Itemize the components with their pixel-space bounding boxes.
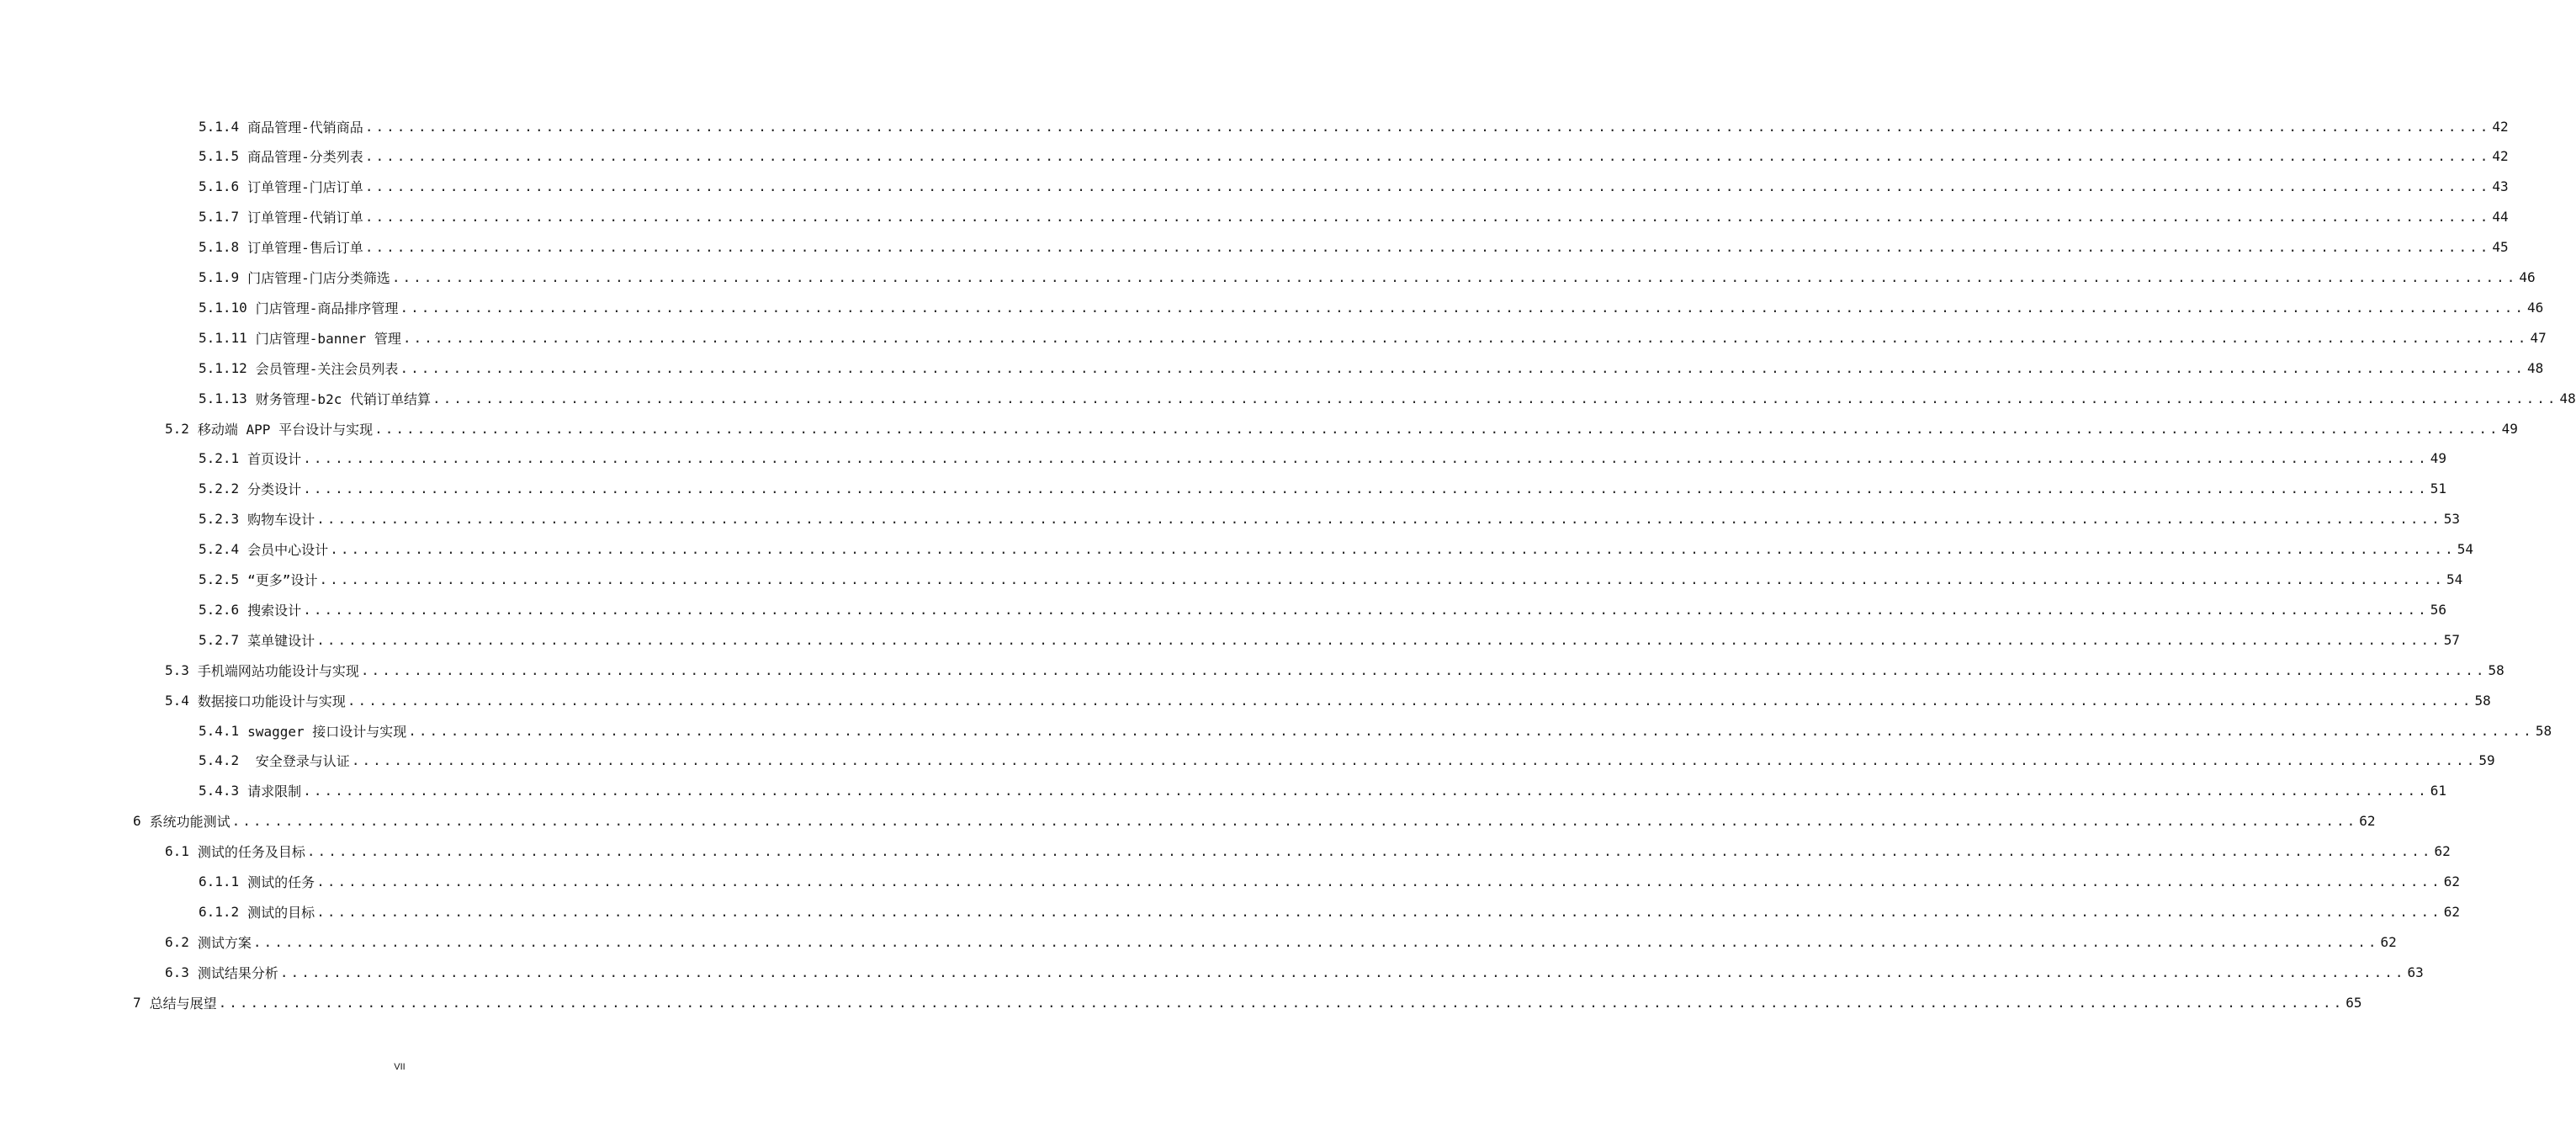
- toc-entry-number: 5.1.11: [199, 329, 247, 346]
- toc-entry-title: 测试的任务及目标: [197, 844, 305, 861]
- toc-entry-number: 5.1.4: [199, 118, 240, 135]
- toc-entry[interactable]: [165, 655, 2504, 685]
- toc-entry-page: 42: [2492, 148, 2509, 165]
- toc-leader-dots: ........................................................................................................................................................................................................: [316, 511, 2442, 528]
- toc-entry-page: 46: [2519, 269, 2536, 285]
- toc-entry-title: 数据接口功能设计与实现: [197, 693, 346, 709]
- toc-entry-title: 系统功能测试: [149, 814, 231, 831]
- toc-leader-dots: ........................................................................................................................................................................................................: [252, 933, 2379, 950]
- toc-entry-page: 62: [2434, 843, 2451, 860]
- toc-leader-dots: ........................................................................................................................................................................................................: [303, 450, 2429, 467]
- toc-leader-dots: ........................................................................................................................................................................................................: [364, 239, 2491, 256]
- toc-entry[interactable]: [199, 111, 2509, 141]
- toc-entry-page: 45: [2492, 239, 2509, 256]
- toc-entry[interactable]: [165, 413, 2518, 443]
- toc-leader-dots: ........................................................................................................................................................................................................: [231, 813, 2358, 830]
- toc-entry-page: 62: [2380, 933, 2397, 950]
- toc-entry-title: 商品管理-分类列表: [247, 149, 363, 166]
- toc-entry-number: 5.2: [165, 420, 189, 437]
- toc-entry-title: 首页设计: [247, 451, 302, 468]
- toc-entry-page: 43: [2492, 178, 2509, 195]
- toc-entry-title: 门店管理-商品排序管理: [255, 300, 399, 316]
- toc-entry-page: 62: [2443, 873, 2461, 889]
- toc-entry-page: 47: [2530, 329, 2547, 346]
- toc-entry[interactable]: [199, 141, 2509, 172]
- toc-entry[interactable]: [199, 353, 2544, 383]
- toc-entry-page: 62: [2359, 813, 2376, 830]
- toc-entry-number: 5.2.7: [199, 631, 240, 648]
- toc-entry-title: 测试方案: [197, 934, 252, 951]
- toc-entry-number: 6.1.2: [199, 903, 240, 920]
- toc-entry-number: 5.2.4: [199, 541, 240, 558]
- toc-entry-title: 门店管理-banner 管理: [255, 330, 401, 347]
- toc-entry[interactable]: [133, 806, 2376, 836]
- toc-entry-number: 6.1: [165, 843, 189, 860]
- toc-leader-dots: ........................................................................................................................................................................................................: [306, 843, 2433, 860]
- toc-leader-dots: ........................................................................................................................................................................................................: [319, 571, 2446, 587]
- toc-entry-number: 6: [133, 813, 141, 830]
- toc-leader-dots: ........................................................................................................................................................................................................: [432, 390, 2558, 406]
- toc-entry[interactable]: [199, 322, 2547, 353]
- toc-leader-dots: ........................................................................................................................................................................................................: [303, 481, 2429, 497]
- toc-entry-page: 62: [2443, 903, 2461, 920]
- toc-entry-page: 48: [2559, 390, 2576, 406]
- toc-leader-dots: ........................................................................................................................................................................................................: [364, 178, 2491, 195]
- toc-leader-dots: ........................................................................................................................................................................................................: [330, 541, 2456, 558]
- toc-leader-dots: ........................................................................................................................................................................................................: [303, 601, 2429, 618]
- toc-entry-title: 会员中心设计: [247, 542, 329, 559]
- toc-entry[interactable]: [199, 624, 2461, 655]
- toc-entry[interactable]: [199, 202, 2509, 232]
- toc-entry-page: 46: [2527, 299, 2544, 316]
- toc-entry-title: 门店管理-门店分类筛选: [247, 270, 390, 286]
- toc-leader-dots: ........................................................................................................................................................................................................: [360, 661, 2487, 678]
- toc-entry-number: 5.1.7: [199, 209, 240, 226]
- toc-entry-number: 5.3: [165, 661, 189, 678]
- toc-entry-number: 5.2.3: [199, 511, 240, 528]
- toc-leader-dots: ........................................................................................................................................................................................................: [364, 148, 2491, 165]
- toc-entry[interactable]: [199, 172, 2509, 202]
- toc-entry-number: 5.1.9: [199, 269, 240, 285]
- toc-leader-dots: ........................................................................................................................................................................................................: [402, 329, 2529, 346]
- toc-entry[interactable]: [199, 776, 2447, 806]
- toc-entry-title: 商品管理-代销商品: [247, 119, 363, 135]
- toc-entry-number: 5.4.3: [199, 783, 240, 799]
- toc-entry[interactable]: [199, 565, 2463, 595]
- toc-entry[interactable]: [199, 504, 2461, 534]
- toc-entry-title: 会员管理-关注会员列表: [255, 360, 399, 377]
- toc-entry-page: 57: [2443, 631, 2461, 648]
- toc-leader-dots: ........................................................................................................................................................................................................: [279, 964, 2406, 980]
- toc-entry-page: 44: [2492, 209, 2509, 226]
- toc-entry-number: 5.1.13: [199, 390, 247, 406]
- toc-entry-page: 53: [2443, 511, 2461, 528]
- toc-leader-dots: ........................................................................................................................................................................................................: [303, 783, 2429, 799]
- toc-leader-dots: ........................................................................................................................................................................................................: [364, 209, 2491, 226]
- toc-entry[interactable]: [199, 896, 2461, 927]
- toc-entry-title: 财务管理-b2c 代销订单结算: [255, 390, 431, 407]
- toc-entry[interactable]: [199, 443, 2447, 474]
- toc-entry[interactable]: [199, 292, 2544, 322]
- toc-leader-dots: ........................................................................................................................................................................................................: [316, 631, 2442, 648]
- toc-entry[interactable]: [199, 534, 2474, 565]
- toc-entry-title: 总结与展望: [149, 995, 217, 1012]
- toc-entry-title: 测试的任务: [247, 874, 315, 890]
- toc-leader-dots: ........................................................................................................................................................................................................: [347, 692, 2473, 709]
- toc-entry-page: 61: [2430, 783, 2447, 799]
- toc-entry-number: 5.1.6: [199, 178, 240, 195]
- toc-entry-page: 54: [2446, 571, 2463, 587]
- toc-entry-title: 订单管理-代销订单: [247, 210, 363, 226]
- toc-entry-number: 5.2.2: [199, 481, 240, 497]
- toc-entry-number: 5.4.1: [199, 722, 240, 739]
- toc-entry[interactable]: [199, 383, 2576, 413]
- toc-entry-number: 6.3: [165, 964, 189, 980]
- toc-leader-dots: ........................................................................................................................................................................................................: [391, 269, 2518, 285]
- toc-entry-title: 订单管理-门店订单: [247, 179, 363, 196]
- toc-leader-dots: ........................................................................................................................................................................................................: [364, 118, 2491, 135]
- toc-leader-dots: ........................................................................................................................................................................................................: [316, 903, 2442, 920]
- toc-entry-page: 48: [2527, 359, 2544, 376]
- toc-entry-number: 5.1.5: [199, 148, 240, 165]
- toc-entry[interactable]: [199, 746, 2495, 776]
- toc-entry-title: 订单管理-售后订单: [247, 240, 363, 257]
- toc-entry[interactable]: [199, 263, 2536, 293]
- toc-entry-title: 安全登录与认证: [247, 753, 350, 770]
- toc-entry-page: 63: [2407, 964, 2424, 980]
- toc-entry-number: 5.1.8: [199, 239, 240, 256]
- toc-entry-page: 58: [2488, 661, 2504, 678]
- toc-entry-number: 6.2: [165, 933, 189, 950]
- toc-entry-title: 菜单键设计: [247, 632, 315, 649]
- toc-entry[interactable]: [199, 715, 2552, 746]
- toc-entry[interactable]: [199, 594, 2447, 624]
- toc-entry-title: “更多”设计: [247, 572, 318, 588]
- toc-entry[interactable]: [165, 836, 2451, 867]
- toc-entry-page: 49: [2430, 450, 2447, 467]
- toc-entry-number: 5.2.1: [199, 450, 240, 467]
- toc-entry[interactable]: [165, 685, 2491, 715]
- toc-entry[interactable]: [165, 957, 2424, 987]
- toc-entry-number: 5.1.10: [199, 299, 247, 316]
- toc-entry-number: 5.2.5: [199, 571, 240, 587]
- toc-leader-dots: ........................................................................................................................................................................................................: [400, 359, 2526, 376]
- toc-entry-page: 56: [2430, 601, 2447, 618]
- toc-entry-title: swagger 接口设计与实现: [247, 723, 407, 740]
- toc-entry[interactable]: [199, 474, 2447, 504]
- toc-leader-dots: ........................................................................................................................................................................................................: [400, 299, 2526, 316]
- toc-leader-dots: ........................................................................................................................................................................................................: [316, 873, 2442, 889]
- toc-entry-number: 5.4.2: [199, 752, 240, 769]
- toc-entry-title: 测试的目标: [247, 904, 315, 921]
- toc-entry-page: 65: [2345, 994, 2362, 1011]
- toc-entry-title: 购物车设计: [247, 512, 315, 528]
- toc-entry-page: 58: [2474, 692, 2491, 709]
- toc-entry-number: 5.2.6: [199, 601, 240, 618]
- toc-entry-number: 5.4: [165, 692, 189, 709]
- toc-entry-number: 6.1.1: [199, 873, 240, 889]
- toc-entry-number: 5.1.12: [199, 359, 247, 376]
- toc-entry-page: 59: [2478, 752, 2495, 769]
- toc-entry-page: 58: [2535, 722, 2552, 739]
- toc-entry-number: 7: [133, 994, 141, 1011]
- toc-entry-title: 请求限制: [247, 783, 302, 800]
- toc-entry-title: 搜索设计: [247, 602, 302, 619]
- toc-leader-dots: ........................................................................................................................................................................................................: [408, 722, 2534, 739]
- toc-entry[interactable]: [199, 867, 2461, 897]
- toc-entry-title: 手机端网站功能设计与实现: [197, 662, 359, 679]
- toc-leader-dots: ........................................................................................................................................................................................................: [218, 994, 2345, 1011]
- toc-entry-page: 54: [2457, 541, 2474, 558]
- toc-entry-page: 49: [2501, 420, 2518, 437]
- toc-leader-dots: ........................................................................................................................................................................................................: [374, 420, 2500, 437]
- toc-leader-dots: ........................................................................................................................................................................................................: [351, 752, 2478, 769]
- page-number-footer: VII: [394, 1062, 405, 1072]
- toc-entry-page: 51: [2430, 481, 2447, 497]
- toc-entry[interactable]: [133, 987, 2362, 1017]
- toc-entry-title: 测试结果分析: [197, 964, 278, 981]
- toc-entry[interactable]: [199, 232, 2509, 263]
- toc-entry-title: 分类设计: [247, 481, 302, 498]
- toc-entry-page: 42: [2492, 118, 2509, 135]
- toc-entry[interactable]: [165, 927, 2397, 957]
- toc-entry-title: 移动端 APP 平台设计与实现: [197, 421, 374, 438]
